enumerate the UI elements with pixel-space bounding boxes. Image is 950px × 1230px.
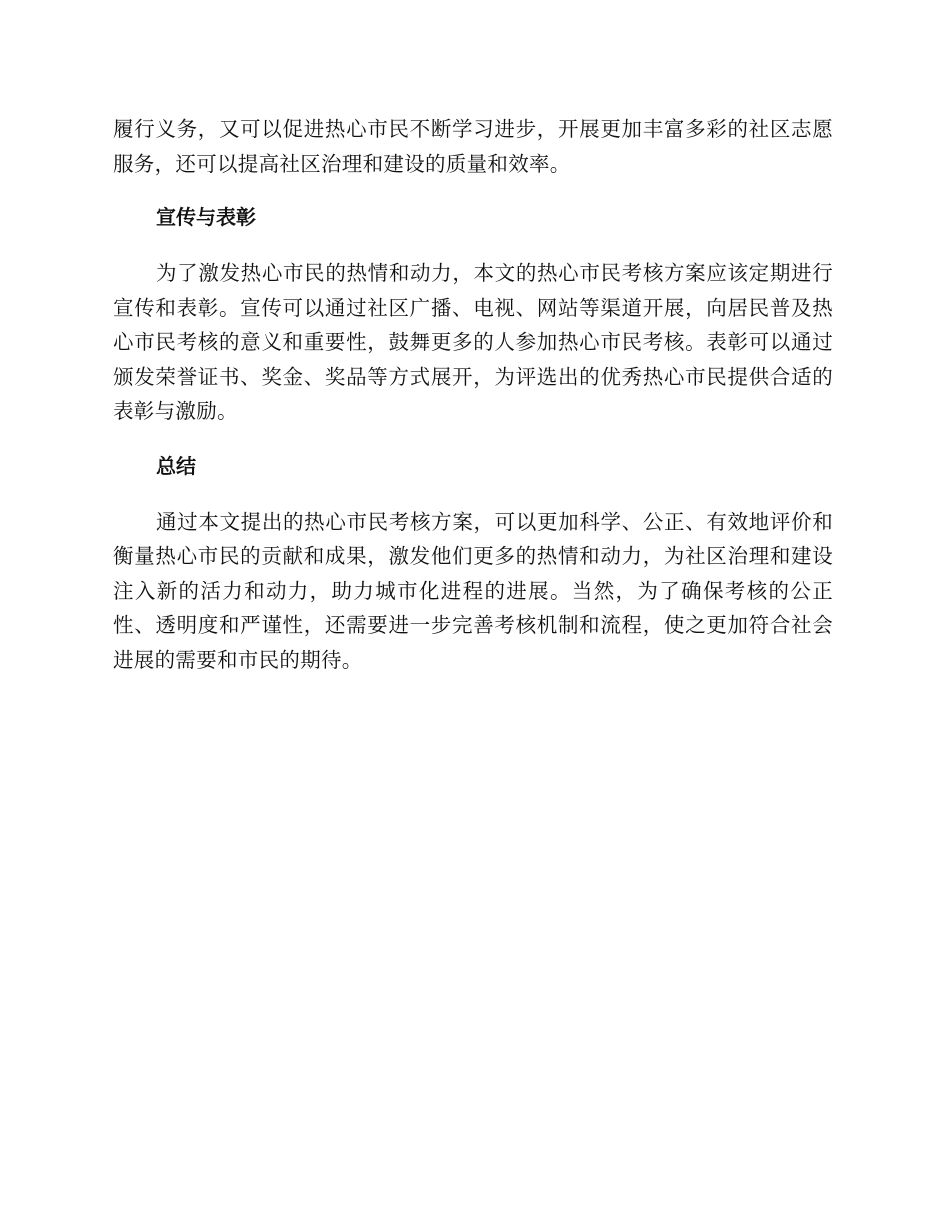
summary-paragraph: 通过本文提出的热心市民考核方案，可以更加科学、公正、有效地评价和衡量热心市民的贡献和成果，激发他们更多的热情和动力，为社区治理和建设注入新的活力和动力，助力城市化进程的进展。当然，为了确保考核的公正性、透明度和严谨性，还需要进一步完善考核机制和流程，使之更加符合社会进展的需要和市民的期待。 <box>113 509 833 672</box>
section-heading-publicity: 宣传与表彰 <box>156 205 256 229</box>
continuation-paragraph: 履行义务，又可以促进热心市民不断学习进步，开展更加丰富多彩的社区志愿服务，还可以提高社区治理和建设的质量和效率。 <box>113 117 833 176</box>
section-heading-summary: 总结 <box>156 453 196 478</box>
publicity-paragraph: 为了激发热心市民的热情和动力，本文的热心市民考核方案应该定期进行宣传和表彰。宣传可以通过社区广播、电视、网站等渠道开展，向居民普及热心市民考核的意义和重要性，鼓舞更多的人参加热心市民考核。表彰可以通过颁发荣誉证书、奖金、奖品等方式展开，为评选出的优秀热心市民提供合适的表彰与激励。 <box>113 261 833 423</box>
document-page <box>113 112 833 677</box>
